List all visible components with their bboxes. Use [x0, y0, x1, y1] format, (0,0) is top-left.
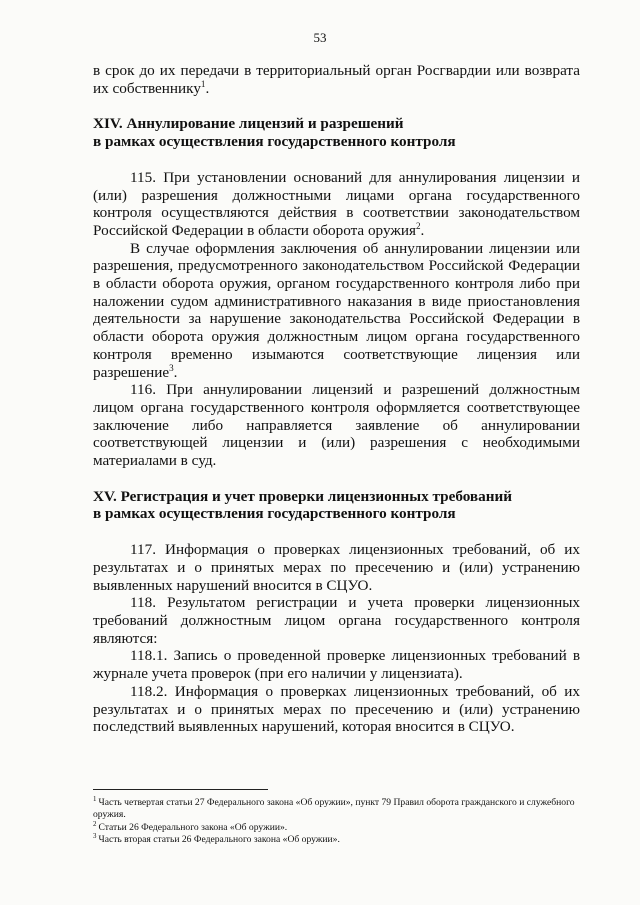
- paragraph-text: в срок до их передачи в территориальный орган Росгвардии или возврата их собственнику: [93, 62, 580, 97]
- footnote-number: 1: [93, 795, 97, 803]
- document-body: [93, 62, 580, 736]
- footnote-number: 2: [93, 820, 97, 828]
- paragraph-text: 115. При установлении оснований для аннулирования лицензии и (или) разрешения должностными лицами органа государственного контроля осуществляются действия в соответствии законодательством Российской Федерации в области оборота оружия: [93, 168, 580, 239]
- punctuation: .: [205, 79, 210, 97]
- paragraph-text: В случае оформления заключения об аннулировании лицензии или разрешения, предусмотренного законодательством Российской Федерации в области оборота оружия, органом государственного контроля либо при наложении судом административного наказания в виде приостановления деятельности за нарушение законодательства Российской Федерации в области оборота оружия должностным лицом органа государственного контроля временно изымаются соответствующие лицензия или разрешение: [93, 239, 580, 381]
- footnote-text: Часть вторая статьи 26 Федерального закона «Об оружии».: [98, 834, 340, 846]
- footnote-divider: [93, 789, 268, 790]
- footnote-item: [93, 797, 580, 822]
- section-15-heading: [93, 488, 580, 523]
- punctuation: .: [173, 363, 178, 381]
- paragraph-118-2: 118.2. Информация о проверках лицензионных требований, об их результатах и о принятых мерах по пресечению и (или) устранению последствий выявленных нарушений, которая вносится в СЦУО.: [93, 682, 580, 736]
- section-14-subtitle: в рамках осуществления государственного контроля: [93, 133, 456, 151]
- page-number: 53: [313, 30, 327, 45]
- footnote-ref[interactable]: 1: [200, 78, 206, 89]
- footnotes: [93, 797, 580, 847]
- footnote-text: Часть четвертая статьи 27 Федерального закона «Об оружии», пункт 79 Правил оборота гражданского и служебного оружия.: [93, 797, 575, 821]
- footnote-item: [93, 834, 580, 846]
- footnote-ref[interactable]: 2: [415, 220, 421, 231]
- section-15-subtitle: в рамках осуществления государственного контроля: [93, 505, 456, 523]
- section-15-title: XV. Регистрация и учет проверки лицензионных требований: [93, 487, 512, 505]
- paragraph-115: [93, 169, 580, 240]
- footnote-text: Статьи 26 Федерального закона «Об оружии».: [98, 821, 288, 833]
- footnote-ref[interactable]: 3: [169, 362, 174, 373]
- footnote-item: [93, 822, 580, 834]
- paragraph-115-second: [93, 240, 580, 382]
- paragraph-118-1: 118.1. Запись о проведенной проверке лицензионных требований в журнале учета проверок (при его наличии у лицензиата).: [93, 647, 580, 683]
- paragraph-117: 117. Информация о проверках лицензионных требований, об их результатах и о принятых мерах по пресечению и (или) устранению выявленных нарушений вносится в СЦУО.: [93, 541, 580, 594]
- section-14-heading: [93, 115, 580, 150]
- section-14-title: XIV. Аннулирование лицензий и разрешений: [93, 115, 404, 133]
- paragraph-118: 118. Результатом регистрации и учета проверки лицензионных требований должностным лицом органа государственного контроля являются:: [93, 594, 580, 647]
- footnote-number: 3: [93, 833, 97, 841]
- paragraph-116: 116. При аннулировании лицензий и разрешений должностным лицом органа государственного контроля оформляется соответствующее заключение либо направляется заявление об аннулировании соответствующей лицензии и (или) разрешения с необходимыми материалами в суд.: [93, 381, 580, 470]
- punctuation: .: [420, 221, 425, 239]
- paragraph-continuation: [93, 62, 580, 97]
